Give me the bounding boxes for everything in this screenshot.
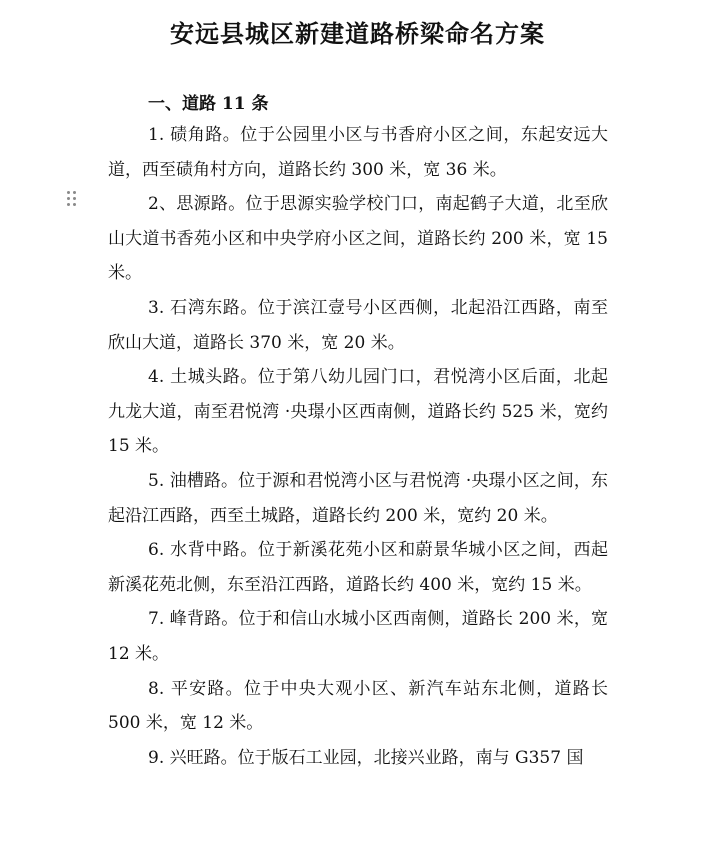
paragraph-road-5: 5. 油槽路。位于源和君悦湾小区与君悦湾 ·央璟小区之间，东起沿江西路，西至土城路，道路长约 200 米，宽约 20 米。 <box>108 470 608 526</box>
paragraph-road-3: 3. 石湾东路。位于滨江壹号小区西侧，北起沿江西路，南至欣山大道，道路长 370 米，宽 20 米。 <box>108 297 608 353</box>
paragraph-road-2: 2、思源路。位于思源实验学校门口，南起鹤子大道，北至欣山大道书香苑小区和中央学府小区之间，道路长约 200 米，宽 15 米。 <box>108 194 608 284</box>
paragraph-road-1: 1. 碛角路。位于公园里小区与书香府小区之间，东起安远大道，西至碛角村方向，道路长约 300 米，宽 36 米。 <box>108 125 608 180</box>
document-body <box>108 118 608 775</box>
paragraph-road-4: 4. 土城头路。位于第八幼儿园门口，君悦湾小区后面，北起九龙大道，南至君悦湾 ·央璟小区西南侧，道路长约 525 米，宽约 15 米。 <box>108 367 608 457</box>
document-title: 安远县城区新建道路桥梁命名方案 <box>170 19 545 48</box>
paragraph-road-9: 9. 兴旺路。位于版石工业园，北接兴业路，南与 G357 国 <box>148 747 584 768</box>
section-heading: 一、道路 11 条 <box>148 94 269 114</box>
drag-handle-icon[interactable] <box>67 191 77 207</box>
paragraph-road-7: 7. 峰背路。位于和信山水城小区西南侧，道路长 200 米，宽 12 米。 <box>108 609 608 664</box>
paragraph-road-8: 8. 平安路。位于中央大观小区、新汽车站东北侧，道路长 500 米，宽 12 米。 <box>108 678 608 734</box>
paragraph-road-6: 6. 水背中路。位于新溪花苑小区和蔚景华城小区之间，西起新溪花苑北侧，东至沿江西路，道路长约 400 米，宽约 15 米。 <box>108 540 608 595</box>
